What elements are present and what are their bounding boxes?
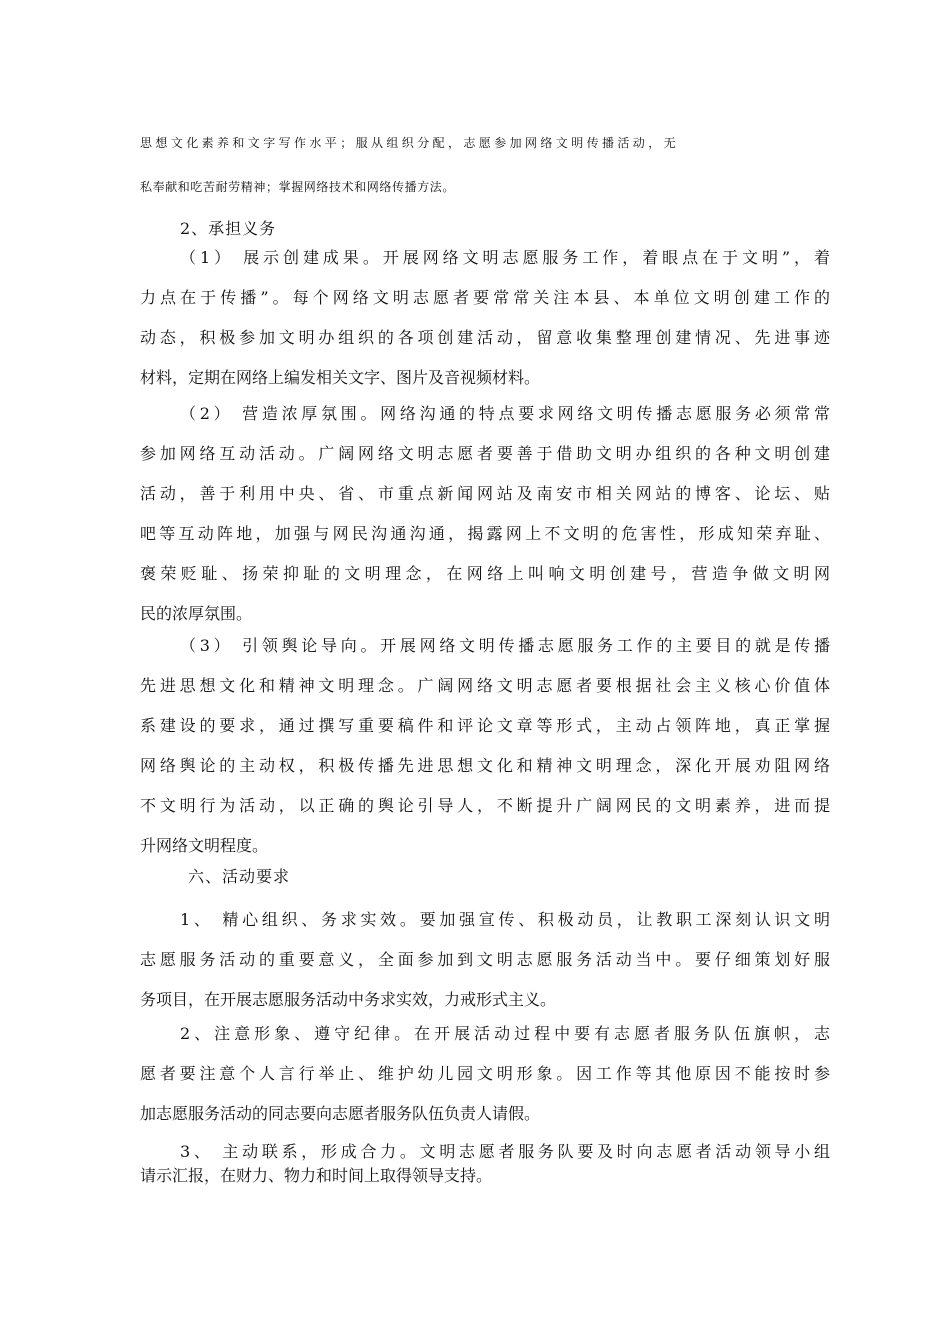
- section-heading-requirements: 六、活动要求: [188, 867, 291, 886]
- paragraph-line: 3、 主动联系，形成合力。文明志愿者服务队要及时向志愿者活动领导小组: [180, 1142, 830, 1161]
- paragraph-6: [140, 1140, 830, 1188]
- paragraph-line: 先进思想文化和精神文明理念。广阔网络文明志愿者要根据社会主义核心价值体: [140, 676, 830, 695]
- paragraph-line: 动态，积极参加文明办组织的各项创建活动，留意收集整理创建情况、先进事迹: [140, 328, 830, 347]
- paragraph-line: 系建设的要求，通过撰写重要稿件和评论文章等形式，主动占领阵地，真正掌握: [140, 716, 830, 735]
- section-heading-duties: 2、承担义务: [180, 219, 277, 238]
- paragraph-line: 志愿服务活动的重要意义，全面参加到文明志愿服务活动当中。要仔细策划好服: [140, 950, 830, 969]
- paragraph-line: 愿者要注意个人言行举止、维护幼儿园文明形象。因工作等其他原因不能按时参: [140, 1064, 830, 1083]
- paragraph-line: 活动，善于利用中央、省、市重点新闻网站及南安市相关网站的博客、论坛、贴: [140, 484, 830, 503]
- paragraph-line: 2、注意形象、遵守纪律。在开展活动过程中要有志愿者服务队伍旗帜，志: [180, 1024, 830, 1043]
- paragraph-line: 网络舆论的主动权，积极传播先进思想文化和精神文明理念，深化开展劝阻网络: [140, 756, 830, 775]
- paragraph-2: [140, 394, 830, 634]
- paragraph-line: 不文明行为活动，以正确的舆论引导人，不断提升广阔网民的文明素养，进而提: [140, 796, 830, 815]
- paragraph-line: （2） 营造浓厚氛围。网络沟通的特点要求网络文明传播志愿服务必须常常: [180, 404, 830, 423]
- paragraph-line: 材料，定期在网络上编发相关文字、图片及音视频材料。: [140, 368, 541, 387]
- paragraph-5: [140, 1014, 830, 1134]
- paragraph-3: [140, 626, 830, 866]
- paragraph-line: 力点在于传播”。每个网络文明志愿者要常常关注本县、本单位文明创建工作的: [140, 288, 830, 307]
- paragraph-line: 加志愿服务活动的同志要向志愿者服务队伍负责人请假。: [140, 1104, 541, 1123]
- paragraph-line: 升网络文明程度。: [140, 836, 269, 855]
- paragraph-4: [140, 900, 830, 1020]
- paragraph-line: 参加网络互动活动。广阔网络文明志愿者要善于借助文明办组织的各种文明创建: [140, 444, 830, 463]
- paragraph-line: 褒荣贬耻、扬荣抑耻的文明理念，在网络上叫响文明创建号，营造争做文明网: [140, 564, 830, 583]
- paragraph-line: 吧等互动阵地，加强与网民沟通沟通，揭露网上不文明的危害性，形成知荣弃耻、: [140, 524, 830, 543]
- paragraph-1: [140, 238, 830, 398]
- paragraph-line: 请示汇报，在财力、物力和时间上取得领导支持。: [140, 1166, 493, 1185]
- paragraph-line: 务项目，在开展志愿服务活动中务求实效，力戒形式主义。: [140, 990, 557, 1009]
- paragraph-line: （1） 展示创建成果。开展网络文明志愿服务工作，着眼点在于文明”，着: [180, 248, 830, 267]
- fragment-line-1: 思想文化素养和文字写作水平；服从组织分配，志愿参加网络文明传播活动，无: [140, 136, 680, 150]
- paragraph-line: 1、 精心组织、务求实效。要加强宣传、积极动员，让教职工深刻认识文明: [180, 910, 830, 929]
- paragraph-line: （3） 引领舆论导向。开展网络文明传播志愿服务工作的主要目的就是传播: [180, 636, 830, 655]
- paragraph-line: 民的浓厚氛围。: [140, 604, 253, 623]
- fragment-line-2: 私奉献和吃苦耐劳精神；掌握网络技术和网络传播方法。: [140, 180, 456, 194]
